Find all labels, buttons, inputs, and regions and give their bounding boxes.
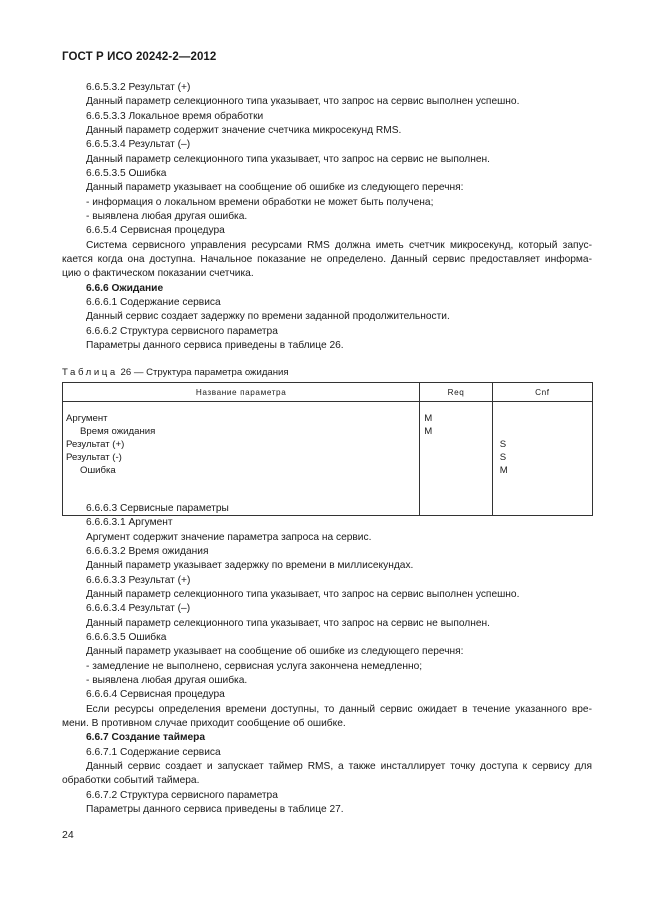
text-line: 6.6.7.1 Содержание сервиса [86,747,221,758]
text-line: 6.6.6.3.2 Время ожидания [86,546,209,557]
table-cell [500,412,592,425]
list-item: - выявлена любая другая ошибка. [86,211,248,222]
text-line: 6.6.6.3.3 Результат (+) [86,575,191,586]
paragraph-line: Данный сервис создает и запускает таймер RMS, а также инсталлирует точку доступа к сервису для [86,761,592,772]
text-line: 6.6.5.3.2 Результат (+) [86,82,191,93]
text-line: Данный параметр указывает на сообщение об ошибке из следующего перечня: [86,182,464,193]
document-header: ГОСТ Р ИСО 20242-2—2012 [62,51,217,63]
text-line: Данный параметр указывает на сообщение об ошибке из следующего перечня: [86,646,464,657]
text-line: Данный параметр селекционного типа указывает, что запрос на сервис выполнен успешно. [86,96,520,107]
table-cell: M [499,465,508,476]
req-column [420,402,493,516]
col-header-cnf: Cnf [492,383,592,402]
name-column [63,402,420,516]
text-line: Данный параметр селекционного типа указывает, что запрос на сервис не выполнен. [86,618,490,629]
table-cell: S [499,439,507,450]
text-line: 6.6.6.3 Сервисные параметры [86,503,229,514]
section-title-666: 6.6.6 Ожидание [86,283,164,294]
table-cell [424,438,492,451]
table-cell: M [424,426,433,437]
cnf-column [492,402,592,516]
table-cell [424,464,492,477]
table-cell: S [499,452,507,463]
text-line: Аргумент содержит значение параметра запроса на сервис. [86,532,372,543]
table-cell: Время ожидания [80,426,156,437]
text-line: 6.6.6.1 Содержание сервиса [86,297,221,308]
section-title-667: 6.6.7 Создание таймера [86,732,206,743]
text-line: 6.6.5.3.5 Ошибка [86,168,167,179]
subsection-title: 6.6.5.4 Сервисная процедура [86,225,225,236]
table-cell: Ошибка [80,465,116,476]
table-cell: Результат (+) [66,439,125,450]
text-line: 6.6.6.3.5 Ошибка [86,632,167,643]
parameter-table [62,382,593,516]
table-caption-text: 26 — Структура параметра ожидания [117,367,289,378]
table-cell: Результат (-) [66,452,122,463]
paragraph-line: кается когда она доступна. Начальное показание не определено. Данный сервис предоставляет информа- [62,254,592,265]
paragraph-line: Если ресурсы определения времени доступны, то данный сервис ожидает в течение указанного вре- [86,704,592,715]
text-line: 6.6.6.3.1 Аргумент [86,517,173,528]
list-item: - выявлена любая другая ошибка. [86,675,248,686]
list-item: - замедление не выполнено, сервисная услуга закончена немедленно; [86,661,423,672]
col-header-req: Req [420,383,493,402]
table-caption [62,367,289,378]
text-line: Параметры данного сервиса приведены в таблице 26. [86,340,344,351]
text-line: 6.6.5.3.4 Результат (–) [86,139,191,150]
text-line: Данный параметр селекционного типа указывает, что запрос на сервис не выполнен. [86,154,490,165]
text-line: Данный сервис создает задержку по времени заданной продолжительности. [86,311,450,322]
text-line: Данный параметр указывает задержку по времени в миллисекундах. [86,560,414,571]
page-number: 24 [62,829,74,841]
col-header-name: Название параметра [63,383,420,402]
table-cell: M [424,413,433,424]
paragraph-line: Система сервисного управления ресурсами RMS должна иметь счетчик микросекунд, который запус- [86,240,592,251]
table-body-row [63,402,593,516]
text-line: Параметры данного сервиса приведены в таблице 27. [86,804,344,815]
paragraph-line: цию о фактическом показании счетчика. [62,268,254,279]
text-line: 6.6.6.2 Структура сервисного параметра [86,326,278,337]
text-line: 6.6.5.3.3 Локальное время обработки [86,111,264,122]
list-item: - информация о локальном времени обработки не может быть получена; [86,197,434,208]
paragraph-line: мени. В противном случае приходит сообщение об ошибке. [62,718,346,729]
text-line: 6.6.6.3.4 Результат (–) [86,603,191,614]
table-header-row [63,383,593,402]
paragraph-line: обработки событий таймера. [62,775,200,786]
text-line: Данный параметр селекционного типа указывает, что запрос на сервис выполнен успешно. [86,589,520,600]
text-line: Данный параметр содержит значение счетчика микросекунд RMS. [86,125,402,136]
table-cell: Аргумент [66,413,108,424]
table-caption-word: Таблица [62,367,118,378]
table-cell [500,425,592,438]
text-line: 6.6.7.2 Структура сервисного параметра [86,790,278,801]
table-cell [424,451,492,464]
subsection-title: 6.6.6.4 Сервисная процедура [86,689,225,700]
